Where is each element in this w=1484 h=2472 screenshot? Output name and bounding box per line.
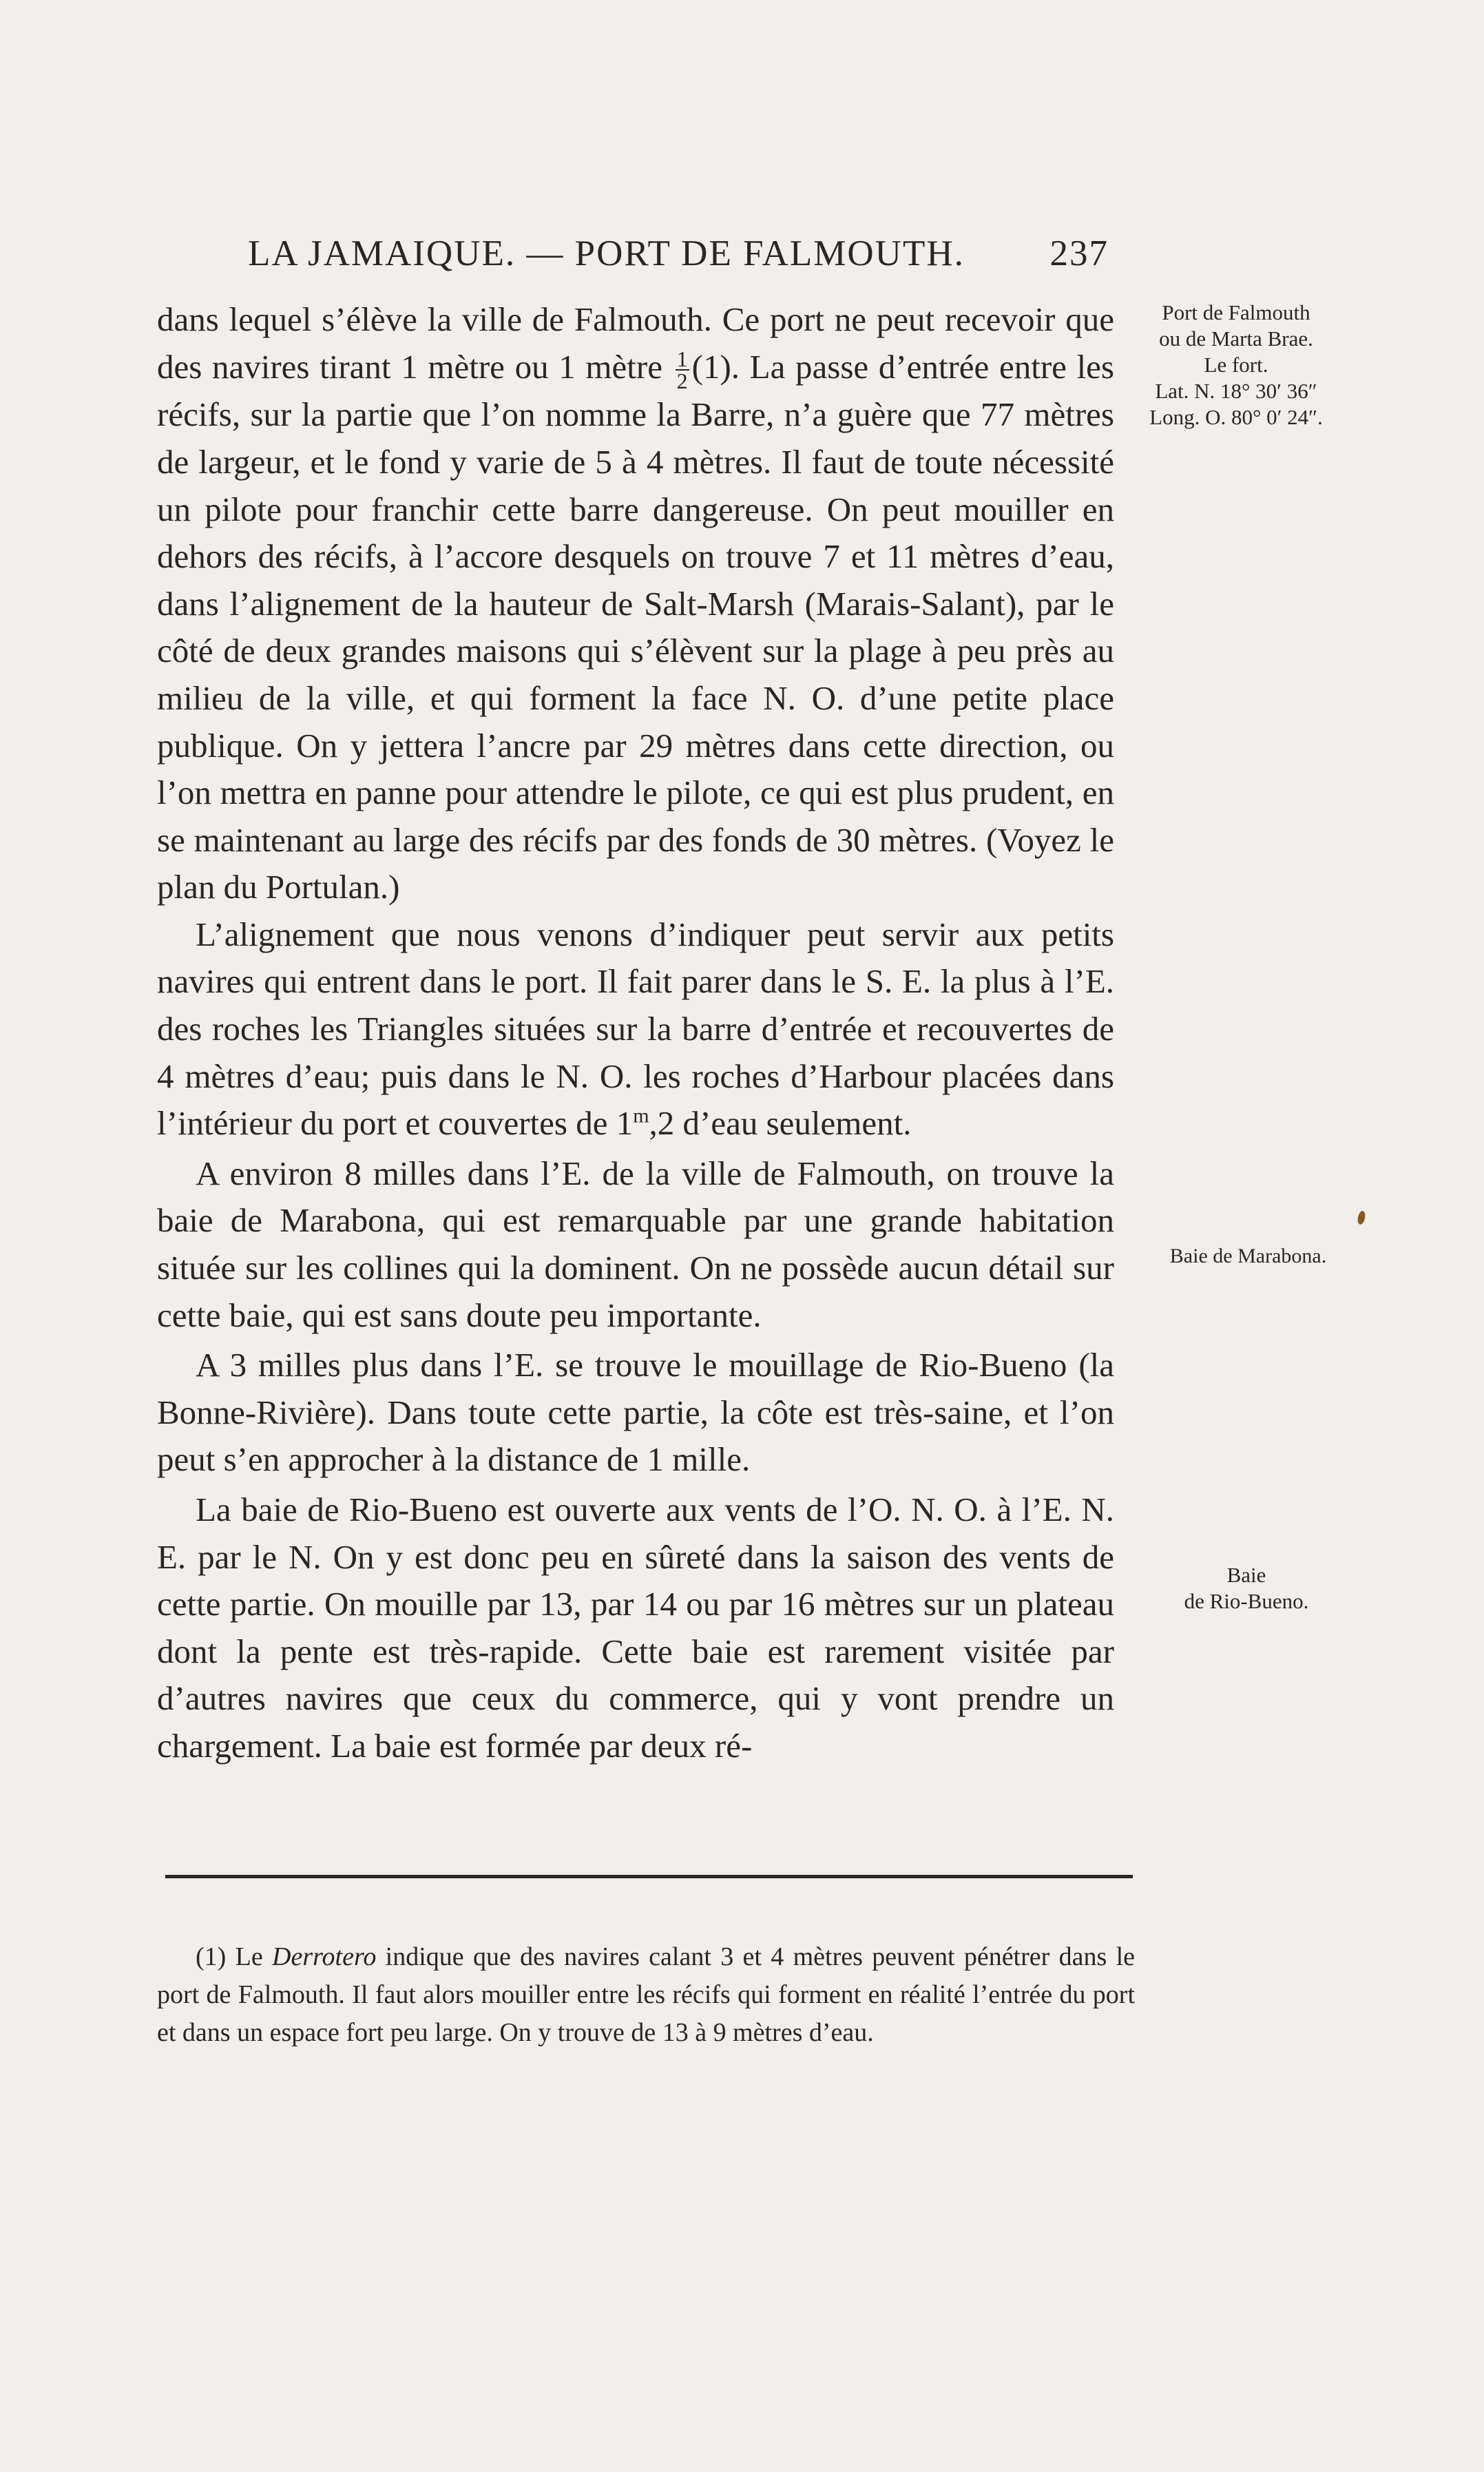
margin-note-falmouth-line3: Le fort. (1204, 353, 1268, 377)
footnote-marker: (1) Le (196, 1942, 263, 1971)
running-head (248, 233, 1109, 281)
footnote-divider (165, 1875, 1133, 1878)
paragraph-3: A environ 8 milles dans l’E. de la ville de Falmouth, on trouve la baie de Marabona, qui est remarquable par une grande habitation située sur les collines qui la dominent. On ne possède aucun détail sur cette baie, qui est sans doute peu importante. (157, 1154, 1114, 1334)
margin-note-marabona-line1: Baie de Marabona. (1169, 1245, 1327, 1267)
margin-note-falmouth-line4: Lat. N. 18° 30′ 36″ (1155, 379, 1317, 403)
paragraph-2-text-b: ,2 d’eau seulement. (649, 1104, 912, 1143)
fraction-numerator: 1 (676, 346, 688, 372)
page-number: 237 (1049, 233, 1109, 273)
fraction-one-half (676, 346, 689, 394)
fraction-denominator: 2 (676, 368, 688, 394)
margin-note-falmouth-line5: Long. O. 80° 0′ 24″. (1149, 405, 1323, 429)
paragraph-1-text-a: dans lequel s’élève la ville de Falmouth. Ce port ne peut recevoir que des navires tirant 1 mètre ou 1 mètre (157, 300, 1114, 386)
paragraph-1-text-b: (1). La passe d’entrée entre les récifs, sur la partie que l’on nomme la Barre, n’a guère que 77 mètres de largeur, et le fond y varie de 5 à 4 mètres. Il faut de toute nécessité un pilote pour franchir cette barre dangereuse. On peut mouiller en dehors des récifs, à l’accore desquels on trouve 7 et 11 mètres d’eau, dans l’alignement de la hauteur de Salt-Marsh (Marais-Salant), par le côté de deux grandes maisons qui s’élèvent sur la plage à peu près au milieu de la ville, et qui forment la face N. O. d’une petite place publique. On y jettera l’ancre par 29 mètres dans cette direction, ou l’on mettra en panne pour attendre le pilote, ce qui est plus prudent, en se maintenant au large des récifs par des fonds de 30 mètres. (Voyez le plan du Portulan.) (157, 347, 1114, 906)
margin-note-falmouth-line1: Port de Falmouth (1162, 300, 1310, 324)
margin-note-rio-bueno-line1: Baie (1226, 1563, 1266, 1587)
margin-note-rio-bueno-line2: de Rio-Bueno. (1184, 1589, 1309, 1613)
footnote-source: Derrotero (272, 1942, 377, 1971)
paragraph-1 (157, 296, 1114, 911)
footnote (157, 1938, 1135, 2052)
paragraph-2-text-a: L’alignement que nous venons d’indiquer peut servir aux petits navires qui entrent dans le port. Il fait parer dans le S. E. la plus à l’E. des roches les Triangles situées sur la barre d’entrée et recouvertes de 4 mètres d’eau; puis dans le N. O. les roches d’Harbour placées dans l’intérieur du port et couvertes de 1 (157, 915, 1114, 1143)
paragraph-2 (157, 911, 1114, 1147)
running-head-title: LA JAMAIQUE. — PORT DE FALMOUTH. (248, 233, 965, 273)
ink-speck (1357, 1210, 1366, 1225)
margin-note-falmouth (1129, 300, 1343, 430)
paragraph-4: A 3 milles plus dans l’E. se trouve le mouillage de Rio-Bueno (la Bonne-Rivière). Dans toute cette partie, la côte est très-saine, et l’on peut s’en approcher à la distance de 1 mille. (157, 1346, 1114, 1479)
margin-note-rio-bueno (1157, 1562, 1336, 1614)
main-text (157, 296, 1114, 1770)
paragraph-5: La baie de Rio-Bueno est ouverte aux vents de l’O. N. O. à l’E. N. E. par le N. On y est donc peu en sûreté dans la saison des vents de cette partie. On mouille par 13, par 14 ou par 16 mètres sur un plateau dont la pente est très-rapide. Cette baie est rarement visitée par d’autres navires que ceux du commerce, qui y vont prendre un chargement. La baie est formée par deux ré- (157, 1491, 1114, 1765)
margin-note-falmouth-line2: ou de Marta Brae. (1159, 326, 1313, 351)
footnote-text: indique que des navires calant 3 et 4 mètres peuvent pénétrer dans le port de Falmouth. Il faut alors mouiller entre les récifs qui forment en réalité l’entrée du port et dans un espace fort peu large. On y trouve de 13 à 9 mètres d’eau. (157, 1942, 1136, 2047)
superscript-m: m (633, 1104, 649, 1128)
margin-note-marabona (1129, 1243, 1367, 1269)
